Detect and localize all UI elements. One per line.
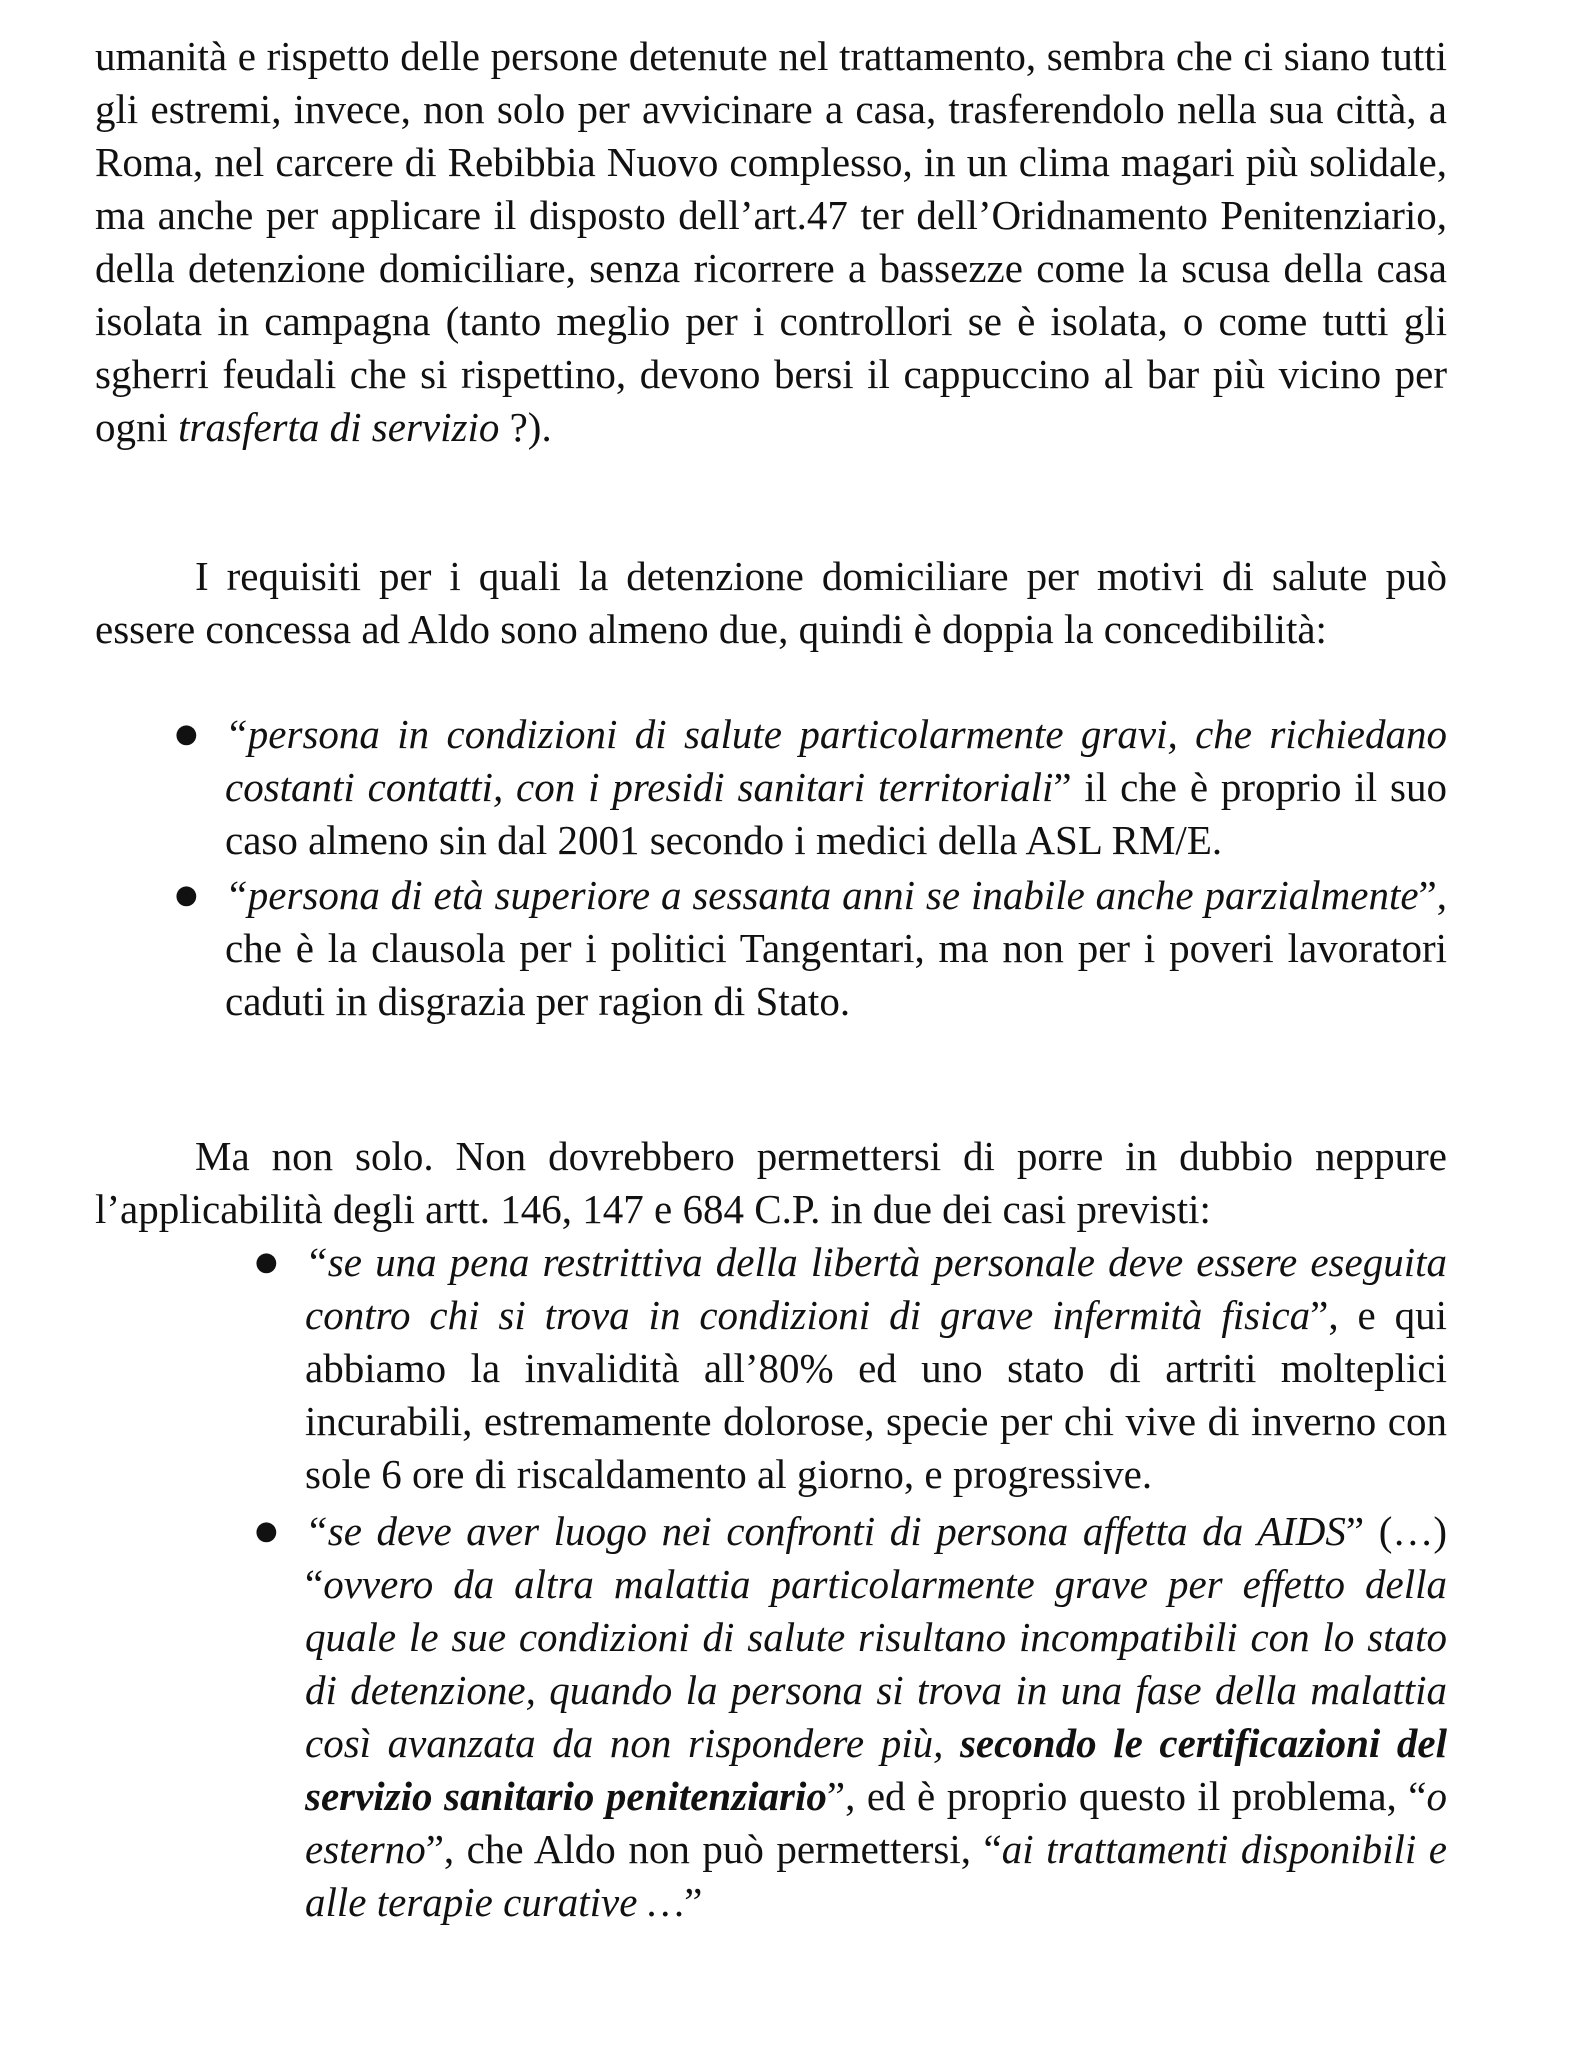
paragraph-1-italic: trasferta di servizio	[178, 404, 500, 450]
list-item	[255, 1505, 1448, 1929]
paragraph-2	[95, 550, 1447, 656]
list-item-text: ” il che è proprio il suo caso almeno sin dal 2001 secondo i medici della ASL RM/E.	[225, 764, 1447, 863]
list-item-quote: “se una pena restrittiva della libertà personale deve essere eseguita contro chi si trova in condizioni di grave infermità fisica	[305, 1239, 1447, 1338]
list-item-quote: ai trattamenti disponibili e alle terapie curative …	[305, 1826, 1448, 1925]
list-item-text: ” (…) “	[305, 1508, 1447, 1607]
bullet-icon: ●	[255, 1247, 278, 1277]
paragraph-3	[95, 1130, 1447, 1236]
bullet-list-1	[175, 708, 1447, 1028]
paragraph-1	[95, 30, 1447, 454]
bullet-icon: ●	[175, 719, 198, 749]
bullet-icon: ●	[255, 1516, 278, 1546]
list-item	[255, 1236, 1447, 1501]
paragraph-3-text: Ma non solo. Non dovrebbero permettersi di porre in dubbio neppure l’applicabilità degli artt. 146, 147 e 684 C.P. in due dei casi previsti:	[95, 1133, 1447, 1232]
paragraph-2-text: I requisiti per i quali la detenzione domiciliare per motivi di salute può essere concessa ad Aldo sono almeno due, quindi è doppia la concedibilità:	[95, 553, 1447, 652]
list-item-text: ”	[684, 1879, 703, 1925]
list-item-quote: “se deve aver luogo nei confronti di persona affetta da AIDS	[305, 1508, 1346, 1554]
list-item	[175, 708, 1447, 867]
paragraph-1-end: ?).	[499, 404, 552, 450]
bullet-icon: ●	[175, 880, 198, 910]
list-item-quote: o esterno	[305, 1773, 1447, 1872]
list-item-emphasis: secondo le certificazioni del servizio sanitario penitenziario	[305, 1720, 1447, 1819]
list-item-text: ”, e qui abbiamo la invalidità all’80% ed uno stato di artriti molteplici incurabili, estremamente dolorose, specie per chi vive di inverno con sole 6 ore di riscaldamento al giorno, e progressive.	[305, 1292, 1447, 1497]
list-item-quote: ovvero da altra malattia particolarmente grave per effetto della quale le sue condizioni di salute risultano incompatibili con lo stato di detenzione, quando la persona si trova in una fase della malattia così avanzata da non rispondere più,	[305, 1561, 1447, 1766]
bullet-list-2	[255, 1236, 1448, 1929]
list-item-quote: “persona in condizioni di salute particolarmente gravi, che richiedano costanti contatti, con i presidi sanitari territoriali	[225, 711, 1447, 810]
list-item	[175, 869, 1447, 1028]
list-item-text: ”, che è la clausola per i politici Tangentari, ma non per i poveri lavoratori caduti in disgrazia per ragion di Stato.	[225, 872, 1447, 1024]
list-item-text: ”, che Aldo non può permettersi, “	[425, 1826, 1002, 1872]
paragraph-1-text: umanità e rispetto delle persone detenute nel trattamento, sembra che ci siano tutti gli estremi, invece, non solo per avvicinare a casa, trasferendolo nella sua città, a Roma, nel carcere di Rebibbia Nuovo complesso, in un clima magari più solidale, ma anche per applicare il disposto dell’art.47 ter dell’Oridnamento Penitenziario, della detenzione domiciliare, senza ricorrere a bassezze come la scusa della casa isolata in campagna (tanto meglio per i controllori se è isolata, o come tutti gli sgherri feudali che si rispettino, devono bersi il cappuccino al bar più vicino per ogni	[95, 33, 1447, 450]
list-item-text: ”, ed è proprio questo il problema, “	[826, 1773, 1427, 1819]
list-item-quote: “persona di età superiore a sessanta anni se inabile anche parzialmente	[225, 872, 1419, 918]
